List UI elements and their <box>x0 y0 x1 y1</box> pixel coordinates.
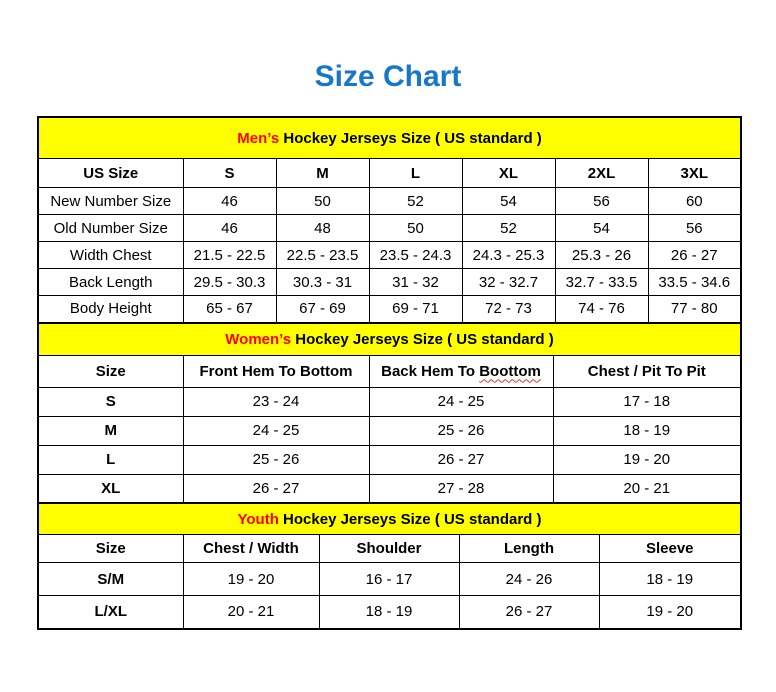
womens-table-cell: 26 - 27 <box>369 445 553 474</box>
mens-table-cell: 21.5 - 22.5 <box>183 242 276 269</box>
mens-table-row <box>38 215 741 242</box>
youth-table-cell: 20 - 21 <box>183 596 319 629</box>
womens-table-cell: 17 - 18 <box>553 387 741 416</box>
womens-column-header: Chest / Pit To Pit <box>553 355 741 387</box>
womens-table-cell: 20 - 21 <box>553 474 741 503</box>
mens-table-row <box>38 296 741 323</box>
womens-section-header <box>38 323 741 356</box>
mens-table-cell: 31 - 32 <box>369 269 462 296</box>
mens-table-cell: 52 <box>369 188 462 215</box>
youth-size-table <box>37 502 742 630</box>
mens-section-title: Hockey Jerseys Size ( US standard ) <box>279 129 542 147</box>
womens-row-label: L <box>38 445 183 474</box>
youth-table-row <box>38 596 741 629</box>
womens-table-row <box>38 416 741 445</box>
youth-section-title: Hockey Jerseys Size ( US standard ) <box>278 510 542 528</box>
womens-row-label: XL <box>38 474 183 503</box>
youth-table-cell: 19 - 20 <box>183 563 319 596</box>
mens-column-header: 3XL <box>648 159 741 188</box>
youth-column-header: Shoulder <box>319 535 459 563</box>
mens-table-row <box>38 242 741 269</box>
mens-table-cell: 50 <box>369 215 462 242</box>
mens-table-cell: 26 - 27 <box>648 242 741 269</box>
mens-table-cell: 56 <box>648 215 741 242</box>
mens-table-cell: 69 - 71 <box>369 296 462 323</box>
mens-table-cell: 29.5 - 30.3 <box>183 269 276 296</box>
womens-column-header <box>369 355 553 387</box>
mens-column-header: S <box>183 159 276 188</box>
womens-section-accent: Women’s <box>225 330 292 348</box>
youth-column-header: Size <box>38 535 183 563</box>
womens-row-label: M <box>38 416 183 445</box>
youth-table-cell: 19 - 20 <box>599 596 741 629</box>
womens-table-cell: 23 - 24 <box>183 387 369 416</box>
youth-table-row <box>38 563 741 596</box>
youth-table-cell: 24 - 26 <box>459 563 599 596</box>
mens-table-cell: 50 <box>276 188 369 215</box>
youth-table-cell: 18 - 19 <box>599 563 741 596</box>
mens-table-cell: 60 <box>648 188 741 215</box>
womens-column-header-text: Back Hem To <box>381 362 480 380</box>
youth-row-label: L/XL <box>38 596 183 629</box>
mens-table-cell: 72 - 73 <box>462 296 555 323</box>
youth-table-cell: 26 - 27 <box>459 596 599 629</box>
mens-row-label: Old Number Size <box>38 215 183 242</box>
mens-column-header: XL <box>462 159 555 188</box>
mens-row-label: Width Chest <box>38 242 183 269</box>
youth-table-cell: 18 - 19 <box>319 596 459 629</box>
mens-table-row <box>38 188 741 215</box>
womens-table-row <box>38 387 741 416</box>
youth-row-label: S/M <box>38 563 183 596</box>
womens-table-cell: 27 - 28 <box>369 474 553 503</box>
mens-section-accent: Men’s <box>237 129 280 147</box>
mens-table-cell: 24.3 - 25.3 <box>462 242 555 269</box>
womens-table-cell: 24 - 25 <box>183 416 369 445</box>
womens-row-label: S <box>38 387 183 416</box>
mens-table-cell: 46 <box>183 215 276 242</box>
womens-table-cell: 19 - 20 <box>553 445 741 474</box>
youth-section-accent: Youth <box>237 510 279 528</box>
womens-table-cell: 26 - 27 <box>183 474 369 503</box>
youth-column-header: Chest / Width <box>183 535 319 563</box>
mens-table-cell: 22.5 - 23.5 <box>276 242 369 269</box>
mens-table-cell: 54 <box>555 215 648 242</box>
mens-table-cell: 32 - 32.7 <box>462 269 555 296</box>
womens-table-cell: 24 - 25 <box>369 387 553 416</box>
womens-table-cell: 25 - 26 <box>183 445 369 474</box>
mens-row-label: Back Length <box>38 269 183 296</box>
mens-table-cell: 65 - 67 <box>183 296 276 323</box>
womens-table-row <box>38 474 741 503</box>
mens-table-cell: 46 <box>183 188 276 215</box>
mens-table-cell: 77 - 80 <box>648 296 741 323</box>
mens-table-cell: 54 <box>462 188 555 215</box>
womens-table-cell: 25 - 26 <box>369 416 553 445</box>
youth-section-header <box>38 503 741 535</box>
mens-table-cell: 23.5 - 24.3 <box>369 242 462 269</box>
mens-section-header <box>38 117 741 159</box>
womens-column-header: Size <box>38 355 183 387</box>
size-tables-container <box>37 116 740 630</box>
mens-table-cell: 74 - 76 <box>555 296 648 323</box>
mens-column-header: US Size <box>38 159 183 188</box>
mens-table-cell: 67 - 69 <box>276 296 369 323</box>
womens-column-header: Front Hem To Bottom <box>183 355 369 387</box>
youth-column-header: Sleeve <box>599 535 741 563</box>
mens-table-cell: 52 <box>462 215 555 242</box>
mens-row-label: New Number Size <box>38 188 183 215</box>
mens-table-cell: 56 <box>555 188 648 215</box>
youth-column-header: Length <box>459 535 599 563</box>
mens-table-cell: 25.3 - 26 <box>555 242 648 269</box>
mens-table-cell: 48 <box>276 215 369 242</box>
womens-table-cell: 18 - 19 <box>553 416 741 445</box>
mens-table-cell: 33.5 - 34.6 <box>648 269 741 296</box>
mens-column-header: 2XL <box>555 159 648 188</box>
mens-table-cell: 32.7 - 33.5 <box>555 269 648 296</box>
page-title: Size Chart <box>314 60 462 93</box>
womens-table-row <box>38 445 741 474</box>
mens-row-label: Body Height <box>38 296 183 323</box>
mens-table-row <box>38 269 741 296</box>
youth-table-cell: 16 - 17 <box>319 563 459 596</box>
womens-section-title: Hockey Jerseys Size ( US standard ) <box>291 330 554 348</box>
womens-size-table <box>37 322 742 505</box>
mens-column-header: L <box>369 159 462 188</box>
mens-table-cell: 30.3 - 31 <box>276 269 369 296</box>
mens-size-table <box>37 116 742 324</box>
womens-column-header-misspelled-word: Boottom <box>479 362 541 380</box>
mens-column-header: M <box>276 159 369 188</box>
